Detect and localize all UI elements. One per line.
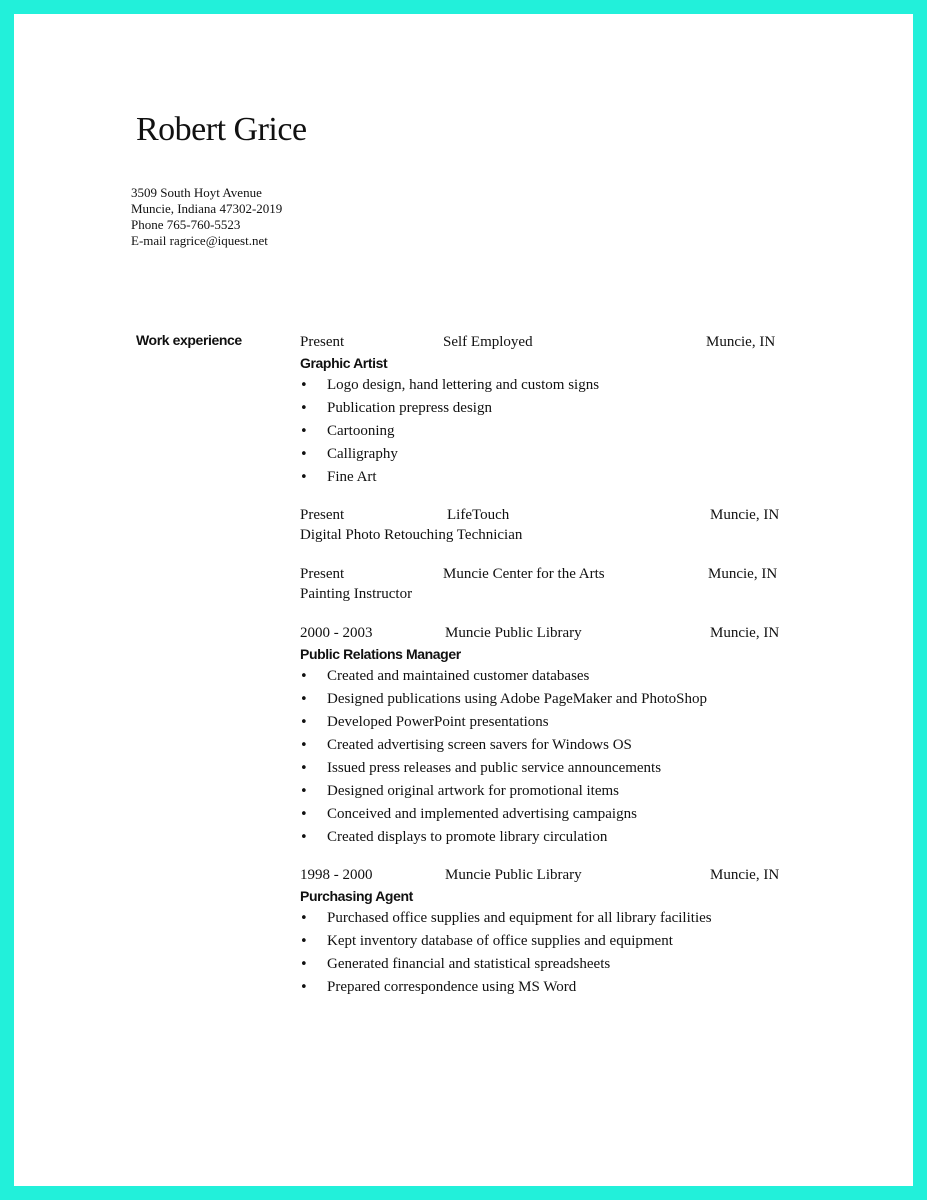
address-line-1: 3509 South Hoyt Avenue <box>131 185 262 200</box>
job-title: Public Relations Manager <box>300 646 461 662</box>
job-title: Graphic Artist <box>300 355 388 371</box>
job-entry-lifetouch <box>300 505 785 546</box>
email-address: E-mail ragrice@iquest.net <box>131 233 268 248</box>
address-line-2: Muncie, Indiana 47302-2019 <box>131 201 283 216</box>
job-header <box>300 505 785 525</box>
duty-list <box>300 665 785 849</box>
job-title: Purchasing Agent <box>300 888 413 904</box>
job-title: Painting Instructor <box>300 586 413 602</box>
duty-item: • Issued press releases and public service announcements <box>300 757 785 780</box>
job-header <box>300 623 785 643</box>
job-employer: Muncie Center for the Arts <box>443 566 605 582</box>
job-date: Present <box>300 566 345 582</box>
job-employer: Muncie Public Library <box>445 625 582 641</box>
job-header <box>300 564 785 584</box>
job-date: Present <box>300 507 345 523</box>
job-employer: Self Employed <box>443 334 533 350</box>
duty-item: • Publication prepress design <box>300 397 785 420</box>
duty-item: • Created displays to promote library circulation <box>300 826 785 849</box>
resume-name: Robert Grice <box>136 111 307 148</box>
job-entry-center-for-arts <box>300 564 785 605</box>
job-date: 2000 - 2003 <box>300 625 373 641</box>
job-location: Muncie, IN <box>710 625 780 641</box>
job-entry-self-employed <box>300 332 785 489</box>
duty-item: • Calligraphy <box>300 443 785 466</box>
job-header <box>300 865 785 885</box>
phone-number: Phone 765-760-5523 <box>131 217 241 232</box>
duty-item: • Cartooning <box>300 420 785 443</box>
duty-item: • Purchased office supplies and equipment for all library facilities <box>300 907 785 930</box>
duty-item: • Developed PowerPoint presentations <box>300 711 785 734</box>
job-entry-library-purchasing <box>300 865 785 999</box>
job-date: 1998 - 2000 <box>300 867 373 883</box>
duty-item: • Generated financial and statistical spreadsheets <box>300 953 785 976</box>
duty-item: • Conceived and implemented advertising campaigns <box>300 803 785 826</box>
job-entry-library-pr <box>300 623 785 849</box>
job-employer: LifeTouch <box>447 507 510 523</box>
duty-item: • Designed publications using Adobe PageMaker and PhotoShop <box>300 688 785 711</box>
job-date: Present <box>300 334 345 350</box>
duty-item: • Designed original artwork for promotional items <box>300 780 785 803</box>
contact-block <box>131 185 282 249</box>
job-employer: Muncie Public Library <box>445 867 582 883</box>
job-title: Digital Photo Retouching Technician <box>300 527 523 543</box>
duty-item: • Created advertising screen savers for Windows OS <box>300 734 785 757</box>
duty-item: • Created and maintained customer databases <box>300 665 785 688</box>
duty-item: • Prepared correspondence using MS Word <box>300 976 785 999</box>
job-location: Muncie, IN <box>706 334 776 350</box>
job-location: Muncie, IN <box>710 867 780 883</box>
duty-item: • Fine Art <box>300 466 785 489</box>
job-header <box>300 332 785 352</box>
job-location: Muncie, IN <box>710 507 780 523</box>
duty-item: • Kept inventory database of office supplies and equipment <box>300 930 785 953</box>
duty-list <box>300 374 785 489</box>
job-location: Muncie, IN <box>708 566 778 582</box>
duty-item: • Logo design, hand lettering and custom signs <box>300 374 785 397</box>
work-experience-heading: Work experience <box>136 332 242 348</box>
duty-list <box>300 907 785 999</box>
